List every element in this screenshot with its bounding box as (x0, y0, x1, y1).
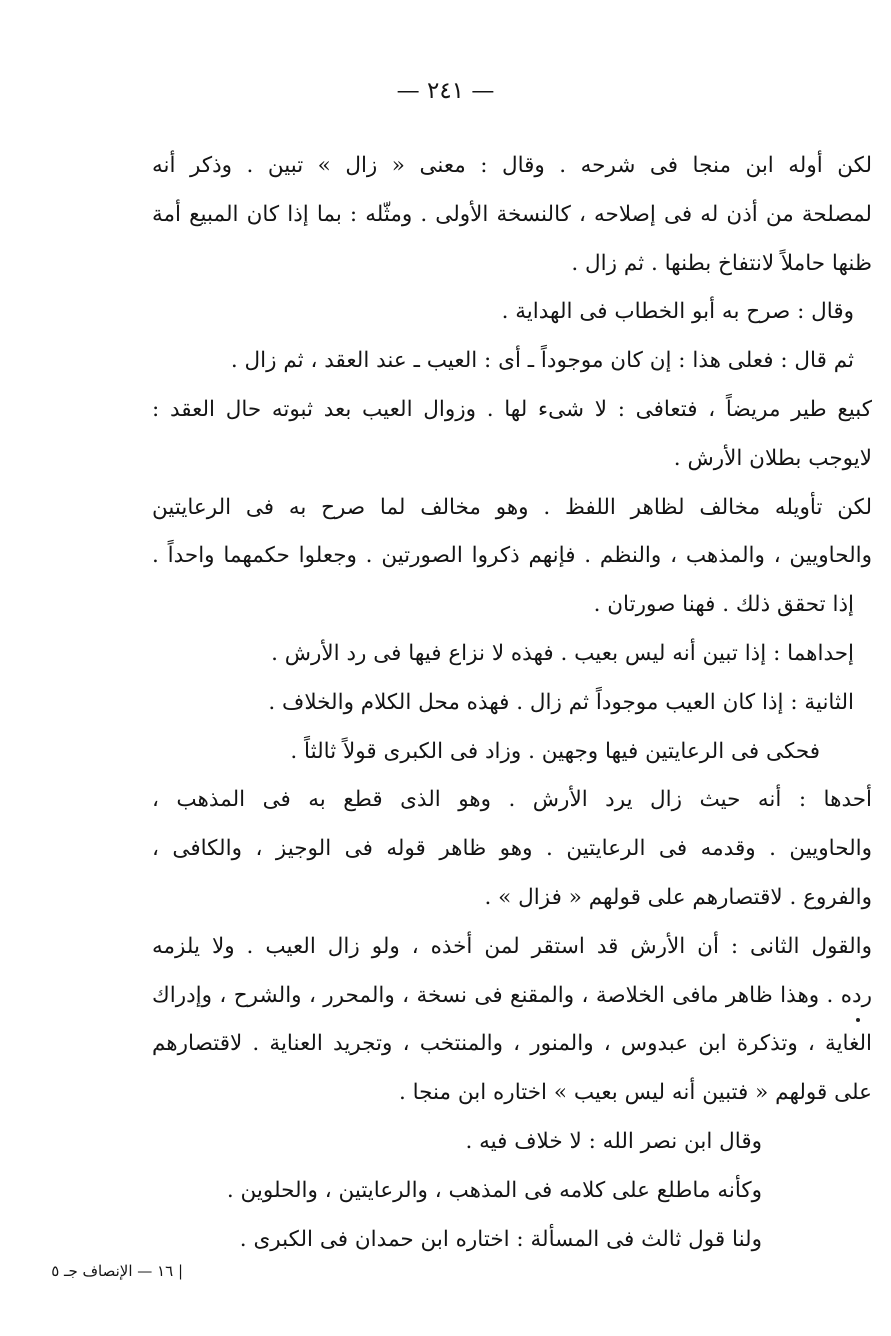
text-line: فحكى فى الرعايتين فيها وجهين . وزاد فى الكبرى قولاً ثالثاً . (290, 738, 820, 764)
text-line: ظنها حاملاً لانتفاخ بطنها . ثم زال . (571, 250, 872, 276)
text-line: والحاويين ، والمذهب ، والنظم . فإنهم ذكروا الصورتين . وجعلوا حكمهما واحداً . (152, 543, 872, 569)
text-line: أحدها : أنه حيث زال يرد الأرش . وهو الذى قطع به فى المذهب ، (152, 787, 872, 813)
text-line: والحاويين . وقدمه فى الرعايتين . وهو ظاهر قوله فى الوجيز ، والكافى ، (152, 836, 872, 862)
text-line: الغاية ، وتذكرة ابن عبدوس ، والمنور ، والمنتخب ، وتجريد العناية . لاقتصارهم (152, 1031, 872, 1057)
text-line: كبيع طير مريضاً ، فتعافى : لا شىء لها . وزوال العيب بعد ثبوته حال العقد : (152, 396, 872, 422)
text-line: ثم قال : فعلى هذا : إن كان موجوداً ـ أى : العيب ـ عند العقد ، ثم زال . (230, 348, 854, 374)
text-line: لمصلحة من أذن له فى إصلاحه ، كالنسخة الأولى . ومثّله : بما إذا كان المبيع أمة (152, 201, 872, 227)
text-line: لكن تأويله مخالف لظاهر اللفظ . وهو مخالف لما صرح به فى الرعايتين (152, 494, 872, 520)
text-line: رده . وهذا ظاهر مافى الخلاصة ، والمقنع فى نسخة ، والمحرر ، والشرح ، وإدراك (152, 982, 872, 1008)
text-line: ولنا قول ثالث فى المسألة : اختاره ابن حمدان فى الكبرى . (239, 1226, 762, 1252)
text-line: إحداهما : إذا تبين أنه ليس بعيب . فهذه لا نزاع فيها فى رد الأرش . (271, 640, 854, 666)
body-text (152, 142, 872, 1264)
text-line: لكن أوله ابن منجا فى شرحه . وقال : معنى « زال » تبين . وذكر أنه (152, 153, 872, 178)
text-line: وقال ابن نصر الله : لا خلاف فيه . (465, 1128, 762, 1154)
text-line: والقول الثانى : أن الأرش قد استقر لمن أخذه ، ولو زال العيب . ولا يلزمه (152, 933, 872, 959)
text-line: والفروع . لاقتصارهم على قولهم « فزال » . (484, 884, 872, 910)
page-number: — ٢٤١ — (396, 78, 495, 104)
text-line: الثانية : إذا كان العيب موجوداً ثم زال . فهذه محل الكلام والخلاف . (268, 689, 854, 715)
text-line: وكأنه ماطلع على كلامه فى المذهب ، والرعايتين ، والحلوين . (226, 1177, 762, 1203)
signature-mark: | ١٦ — الإنصاف جـ ٥ (51, 1262, 183, 1280)
scan-speck (856, 1018, 860, 1022)
text-line: على قولهم « فتبين أنه ليس بعيب » اختاره ابن منجا . (398, 1080, 872, 1106)
text-line: لايوجب بطلان الأرش . (673, 445, 872, 471)
text-line: إذا تحقق ذلك . فهنا صورتان . (593, 592, 854, 618)
text-line: وقال : صرح به أبو الخطاب فى الهداية . (501, 299, 854, 325)
